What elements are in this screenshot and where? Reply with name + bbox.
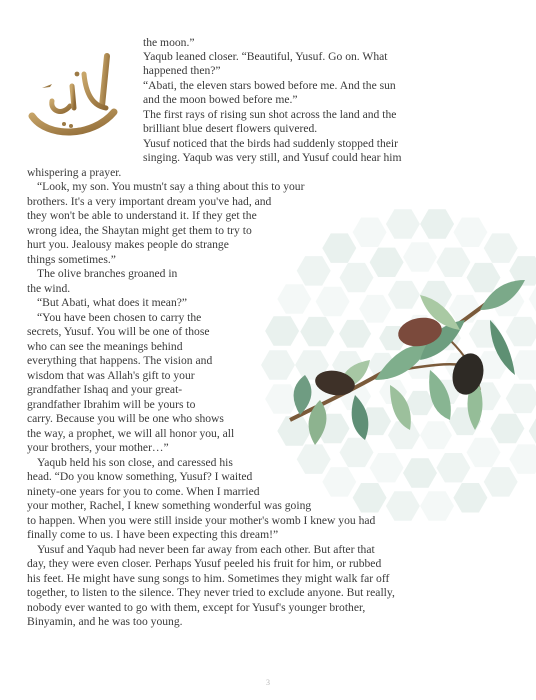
arabic-calligraphy-ya-bunayya	[22, 46, 132, 146]
text-line: grandfather Ishaq and your great-	[27, 383, 183, 396]
text-line: things sometimes.”	[27, 253, 116, 266]
text-line: they won't be able to understand it. If they get the	[27, 209, 257, 222]
text-line: “Look, my son. You mustn't say a thing about this to your	[37, 180, 305, 193]
text-line: grandfather Ibrahim will be yours to	[27, 398, 196, 411]
text-line: “But Abati, what does it mean?”	[37, 296, 188, 309]
text-line: Yusuf noticed that the birds had suddenly stopped their	[143, 137, 399, 150]
text-line: nobody ever wanted to go with them, except for Yusuf's younger brother,	[27, 601, 366, 614]
text-line: The first rays of rising sun shot across the land and the	[143, 108, 397, 121]
text-line: wrong idea, the Shaytan might get them to try to	[27, 224, 252, 237]
text-line: ninety-one years for you to come. When I married	[27, 485, 260, 498]
text-line: the way, a prophet, we will all honor you, all	[27, 427, 235, 440]
text-line: and the moon bowed before me.”	[143, 93, 298, 106]
text-line: your mother, Rachel, I knew something wonderful was going	[27, 499, 312, 512]
text-line: hurt you. Jealousy makes people do strange	[27, 238, 229, 251]
text-line: to happen. When you were still inside your mother's womb I knew you had	[27, 514, 376, 527]
olive-branch-illustration	[280, 270, 536, 460]
text-line: singing. Yaqub was very still, and Yusuf could hear him	[143, 151, 402, 164]
text-line: your brothers, your mother…”	[27, 441, 169, 454]
text-line: everything that happens. The vision and	[27, 354, 213, 367]
text-line: Yaqub held his son close, and caressed his	[37, 456, 233, 469]
text-line: “You have been chosen to carry the	[37, 311, 202, 324]
text-line: Binyamin, and he was too young.	[27, 615, 183, 628]
text-line: his feet. He might have sung songs to him. Sometimes they might walk far off	[27, 572, 390, 585]
text-line: together, to listen to the silence. They never tried to exclude anyone. But really,	[27, 586, 395, 599]
text-line: Yusuf and Yaqub had never been far away from each other. But after that	[37, 543, 375, 556]
text-line: whispering a prayer.	[27, 166, 122, 179]
text-line: day, they were even closer. Perhaps Yusuf peeled his fruit for him, or rubbed	[27, 557, 382, 570]
text-line: head. “Do you know something, Yusuf? I waited	[27, 470, 253, 483]
text-line: brothers. It's a very important dream you've had, and	[27, 195, 272, 208]
text-line: who can see the meanings behind	[27, 340, 183, 353]
text-line: finally come to us. I have been expecting this dream!”	[27, 528, 279, 541]
text-line: brilliant blue desert flowers quivered.	[143, 122, 318, 135]
text-line: “Abati, the eleven stars bowed before me. And the sun	[143, 79, 396, 92]
text-line: Yaqub leaned closer. “Beautiful, Yusuf. Go on. What	[143, 50, 388, 63]
text-line: the moon.”	[143, 36, 195, 49]
text-line: the wind.	[27, 282, 71, 295]
text-line: secrets, Yusuf. You will be one of those	[27, 325, 210, 338]
page-number: 3	[266, 678, 270, 687]
text-line: carry. Because you will be one who shows	[27, 412, 224, 425]
text-line: wisdom that was Allah's gift to your	[27, 369, 195, 382]
text-line: The olive branches groaned in	[37, 267, 178, 280]
text-line: happened then?”	[143, 64, 221, 77]
